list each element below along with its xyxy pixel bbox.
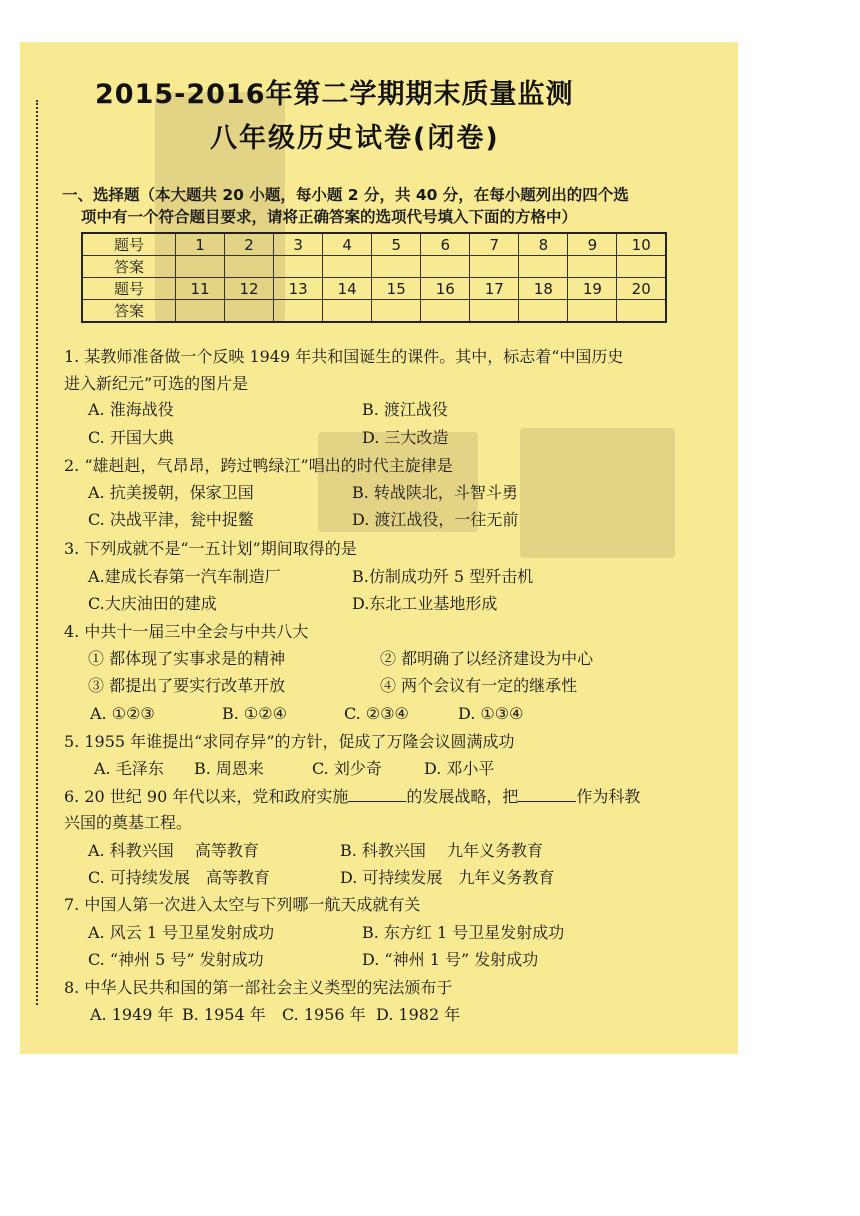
number-cell: 6 (421, 233, 470, 256)
question-1-option-d[interactable]: D. 三大改造 (362, 428, 449, 447)
answer-cell[interactable] (176, 256, 225, 278)
question-6-option-d[interactable]: D. 可持续发展 九年义务教育 (340, 868, 555, 887)
number-cell: 5 (372, 233, 421, 256)
answer-cell[interactable] (176, 300, 225, 323)
question-2-option-b[interactable]: B. 转战陕北，斗智斗勇 (352, 483, 518, 502)
answer-cell[interactable] (519, 300, 568, 323)
number-cell: 17 (470, 278, 519, 300)
table-row (82, 300, 666, 323)
number-cell: 20 (617, 278, 666, 300)
number-cell: 15 (372, 278, 421, 300)
number-cell: 18 (519, 278, 568, 300)
answer-cell[interactable] (421, 300, 470, 323)
answer-cell[interactable] (323, 300, 372, 323)
binding-dotted-line (36, 100, 38, 1005)
number-cell: 4 (323, 233, 372, 256)
question-5-option-b[interactable]: B. 周恩来 (194, 759, 264, 778)
question-7-text: 7. 中国人第一次进入太空与下列哪一航天成就有关 (64, 895, 421, 914)
number-cell: 3 (274, 233, 323, 256)
page-subtitle: 八年级历史试卷(闭卷) (210, 123, 500, 154)
question-3-option-c[interactable]: C.大庆油田的建成 (88, 594, 217, 613)
question-1-text: 1. 某教师准备做一个反映 1949 年共和国诞生的课件。其中，标志着“中国历史 (64, 347, 624, 366)
row-label: 答案 (82, 300, 176, 323)
question-3-option-d[interactable]: D.东北工业基地形成 (352, 594, 498, 613)
table-row (82, 233, 666, 256)
question-5-text: 5. 1955 年谁提出“求同存异”的方针，促成了万隆会议圆满成功 (64, 732, 515, 751)
question-8-option-b[interactable]: B. 1954 年 (182, 1005, 266, 1024)
question-3-option-b[interactable]: B.仿制成功歼 5 型歼击机 (352, 567, 534, 586)
question-8-text: 8. 中华人民共和国的第一部社会主义类型的宪法颁布于 (64, 978, 453, 997)
answer-cell[interactable] (225, 256, 274, 278)
question-3-text: 3. 下列成就不是“一五计划”期间取得的是 (64, 539, 357, 558)
number-cell: 9 (568, 233, 617, 256)
question-1-option-b[interactable]: B. 渡江战役 (362, 400, 448, 419)
blank-1[interactable] (348, 784, 406, 802)
question-6-text (64, 784, 694, 809)
answer-cell[interactable] (274, 300, 323, 323)
number-cell: 12 (225, 278, 274, 300)
question-7-option-c[interactable]: C. “神州 5 号” 发射成功 (88, 950, 264, 969)
answer-cell[interactable] (568, 256, 617, 278)
question-6-text-part2: 的发展战略，把 (406, 787, 519, 806)
answer-cell[interactable] (421, 256, 470, 278)
answer-cell[interactable] (568, 300, 617, 323)
question-7-option-d[interactable]: D. “神州 1 号” 发射成功 (362, 950, 539, 969)
answer-cell[interactable] (617, 300, 666, 323)
section-heading (62, 184, 702, 228)
table-row (82, 278, 666, 300)
question-3-option-a[interactable]: A.建成长春第一汽车制造厂 (88, 567, 281, 586)
number-cell: 16 (421, 278, 470, 300)
question-6-option-c[interactable]: C. 可持续发展 高等教育 (88, 868, 270, 887)
question-5-option-d[interactable]: D. 邓小平 (424, 759, 495, 778)
question-4-option-d[interactable]: D. ①③④ (458, 704, 524, 723)
answer-cell[interactable] (519, 256, 568, 278)
number-cell: 14 (323, 278, 372, 300)
question-2-option-c[interactable]: C. 决战平津，瓮中捉鳖 (88, 510, 254, 529)
question-2-option-d[interactable]: D. 渡江战役，一往无前 (352, 510, 519, 529)
question-5-option-a[interactable]: A. 毛泽东 (94, 759, 164, 778)
number-cell: 8 (519, 233, 568, 256)
answer-cell[interactable] (372, 300, 421, 323)
question-8-option-d[interactable]: D. 1982 年 (376, 1005, 461, 1024)
question-4-statement-1: ① 都体现了实事求是的精神 (88, 649, 286, 668)
number-cell: 19 (568, 278, 617, 300)
question-6-text-part3: 作为科教 (576, 787, 641, 806)
question-4-statement-3: ③ 都提出了要实行改革开放 (88, 676, 286, 695)
question-6-text-part1: 6. 20 世纪 90 年代以来，党和政府实施 (64, 787, 349, 806)
number-cell: 7 (470, 233, 519, 256)
answer-cell[interactable] (225, 300, 274, 323)
number-cell: 10 (617, 233, 666, 256)
question-6-option-a[interactable]: A. 科教兴国 高等教育 (88, 841, 259, 860)
number-cell: 11 (176, 278, 225, 300)
number-cell: 1 (176, 233, 225, 256)
question-4-option-c[interactable]: C. ②③④ (344, 704, 409, 723)
section-heading-line2: 项中有一个符合题目要求，请将正确答案的选项代号填入下面的方格中） (81, 208, 578, 226)
blank-2[interactable] (518, 784, 576, 802)
question-8-option-c[interactable]: C. 1956 年 (282, 1005, 366, 1024)
question-7-option-b[interactable]: B. 东方红 1 号卫星发射成功 (362, 923, 565, 942)
section-heading-line1: 一、选择题（本大题共 20 小题，每小题 2 分，共 40 分，在每小题列出的四个选 (62, 186, 629, 204)
question-4-option-b[interactable]: B. ①②④ (222, 704, 287, 723)
answer-cell[interactable] (470, 300, 519, 323)
answer-cell[interactable] (274, 256, 323, 278)
row-label: 答案 (82, 256, 176, 278)
question-5-option-c[interactable]: C. 刘少奇 (312, 759, 382, 778)
answer-cell[interactable] (617, 256, 666, 278)
number-cell: 2 (225, 233, 274, 256)
answer-cell[interactable] (372, 256, 421, 278)
table-row (82, 256, 666, 278)
answer-cell[interactable] (323, 256, 372, 278)
question-1-text-cont: 进入新纪元”可选的图片是 (64, 374, 249, 393)
row-label: 题号 (82, 233, 176, 256)
question-2-option-a[interactable]: A. 抗美援朝，保家卫国 (88, 483, 254, 502)
question-4-option-a[interactable]: A. ①②③ (90, 704, 155, 723)
answer-cell[interactable] (470, 256, 519, 278)
page-title: 2015-2016年第二学期期末质量监测 (95, 79, 574, 110)
question-2-text: 2. “雄赳赳，气昂昂，跨过鸭绿江”唱出的时代主旋律是 (64, 456, 453, 475)
question-4-text: 4. 中共十一届三中全会与中共八大 (64, 622, 309, 641)
question-6-option-b[interactable]: B. 科教兴国 九年义务教育 (340, 841, 544, 860)
answer-table (81, 232, 667, 323)
row-label: 题号 (82, 278, 176, 300)
question-6-text-cont: 兴国的奠基工程。 (64, 813, 193, 832)
number-cell: 13 (274, 278, 323, 300)
question-4-statement-2: ② 都明确了以经济建设为中心 (380, 649, 594, 668)
question-1-option-c[interactable]: C. 开国大典 (88, 428, 174, 447)
question-8-option-a[interactable]: A. 1949 年 (90, 1005, 174, 1024)
question-1-option-a[interactable]: A. 淮海战役 (88, 400, 174, 419)
question-7-option-a[interactable]: A. 风云 1 号卫星发射成功 (88, 923, 275, 942)
question-4-statement-4: ④ 两个会议有一定的继承性 (380, 676, 578, 695)
